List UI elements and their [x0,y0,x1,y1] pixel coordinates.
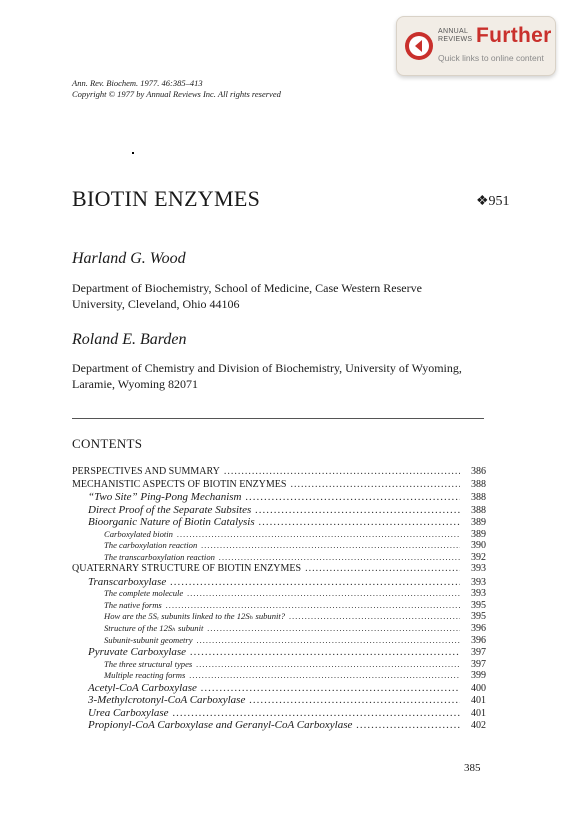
toc-leader-dots [305,563,460,574]
author-affiliation: Department of Biochemistry, School of Medicine, Case Western Reserve University, Cleveland, Ohio 44106 [72,281,422,311]
toc-entry-label: 3-Methylcrotonyl-CoA Carboxylase [88,694,246,707]
toc-entry-page: 388 [471,504,486,516]
toc-entry-page: 393 [471,563,486,575]
toc-entry-label: The native forms [104,599,162,610]
badge-publisher: ANNUAL REVIEWS [438,28,473,43]
contents-heading: CONTENTS [72,436,143,451]
toc-entry[interactable] [72,529,486,541]
toc-entry[interactable] [72,491,486,504]
toc-leader-dots [290,479,460,490]
toc-entry-page: 392 [471,551,486,563]
arrow-left-circle-icon [404,31,434,61]
author-name: Roland E. Barden [72,331,187,348]
toc-entry-label: Acetyl-CoA Carboxylase [88,681,197,694]
toc-entry-label: Direct Proof of the Separate Subsites [88,503,252,516]
toc-entry-page: 393 [471,588,486,600]
toc-entry-label: QUATERNARY STRUCTURE OF BIOTIN ENZYMES [72,563,302,575]
toc-leader-dots [170,576,460,588]
toc-leader-dots [289,611,460,621]
toc-entry-label: Pyruvate Carboxylase [88,646,187,659]
toc-leader-dots [219,552,460,562]
toc-entry[interactable] [72,588,486,600]
toc-entry[interactable] [72,682,486,695]
table-of-contents [72,466,486,732]
toc-entry-label: MECHANISTIC ASPECTS OF BIOTIN ENZYMES [72,478,287,490]
journal-header [72,78,281,100]
toc-leader-dots [245,491,460,503]
toc-entry[interactable] [72,635,486,647]
toc-entry-page: 393 [471,576,486,588]
toc-leader-dots [190,646,460,658]
toc-entry-label: Urea Carboxylase [88,706,169,719]
toc-leader-dots [259,516,460,528]
toc-leader-dots [207,623,460,633]
toc-entry-label: Structure of the 12Sₕ subunit [104,623,204,634]
badge-title: Further [476,24,552,47]
toc-entry-page: 401 [471,695,486,707]
toc-entry-label: The three structural types [104,658,193,669]
toc-leader-dots [189,670,460,680]
toc-entry-label: The carboxylation reaction [104,540,198,551]
toc-entry[interactable] [72,611,486,623]
toc-leader-dots [201,682,460,694]
author-affiliation: Department of Chemistry and Division of Biochemistry, University of Wyoming, Laramie, Wyoming 82071 [72,361,462,391]
toc-entry[interactable] [72,504,486,517]
toc-leader-dots [196,659,460,669]
toc-leader-dots [173,707,460,719]
toc-entry-label: Multiple reacting forms [104,670,186,681]
article-title: BIOTIN ENZYMES [72,186,261,211]
toc-entry-page: 395 [471,599,486,611]
toc-entry-page: 389 [471,528,486,540]
toc-entry[interactable] [72,659,486,671]
badge-subtitle: Quick links to online content [438,53,544,63]
article-code: ❖951 [476,194,510,209]
toc-leader-dots [249,694,460,706]
toc-entry[interactable] [72,466,486,479]
toc-entry[interactable] [72,540,486,552]
toc-entry-label: The complete molecule [104,588,184,599]
toc-entry[interactable] [72,563,486,576]
stray-mark [132,152,134,154]
toc-entry[interactable] [72,646,486,659]
copyright-line: Copyright © 1977 by Annual Reviews Inc. All rights reserved [72,89,281,99]
toc-entry-page: 401 [471,707,486,719]
toc-entry[interactable] [72,694,486,707]
toc-entry[interactable] [72,623,486,635]
toc-entry[interactable] [72,719,486,732]
citation-line: Ann. Rev. Biochem. 1977. 46:385–413 [72,78,203,88]
toc-entry-label: Transcarboxylase [88,575,167,588]
toc-entry[interactable] [72,552,486,564]
toc-entry-label: “Two Site” Ping-Pong Mechanism [88,491,242,503]
toc-entry-page: 402 [471,720,486,732]
toc-entry-page: 397 [471,647,486,659]
toc-entry[interactable] [72,670,486,682]
toc-entry-page: 388 [471,478,486,490]
author-name: Harland G. Wood [72,250,186,267]
page-number: 385 [464,762,481,774]
toc-leader-dots [224,466,460,477]
toc-leader-dots [201,540,460,550]
toc-entry-page: 386 [471,466,486,477]
toc-entry-label: Subunit-subunit geometry [104,634,193,645]
toc-entry-page: 388 [471,492,486,503]
toc-entry-page: 396 [471,623,486,635]
toc-entry[interactable] [72,600,486,612]
toc-entry-label: Carboxylated biotin [104,528,173,539]
toc-entry-page: 397 [471,658,486,670]
toc-leader-dots [255,504,460,516]
further-badge[interactable] [396,16,556,76]
toc-entry-label: How are the 5Sₑ subunits linked to the 12Sₕ subunit? [104,611,286,622]
toc-entry-page: 395 [471,611,486,623]
toc-entry-page: 390 [471,540,486,552]
toc-entry[interactable] [72,576,486,589]
toc-entry-label: PERSPECTIVES AND SUMMARY [72,466,220,477]
toc-entry-page: 396 [471,634,486,646]
toc-entry-page: 400 [471,682,486,694]
toc-leader-dots [356,719,460,731]
toc-entry[interactable] [72,707,486,720]
toc-entry-label: The transcarboxylation reaction [104,551,215,562]
toc-entry-page: 399 [471,670,486,682]
toc-entry-label: Propionyl-CoA Carboxylase and Geranyl-CoA Carboxylase [88,719,353,732]
toc-entry[interactable] [72,516,486,529]
divider [72,418,484,419]
toc-entry-label: Bioorganic Nature of Biotin Catalysis [88,516,255,528]
toc-leader-dots [197,635,460,645]
toc-leader-dots [187,588,460,598]
toc-entry-page: 389 [471,517,486,528]
toc-entry[interactable] [72,479,486,492]
toc-leader-dots [166,600,460,610]
toc-leader-dots [177,529,460,539]
